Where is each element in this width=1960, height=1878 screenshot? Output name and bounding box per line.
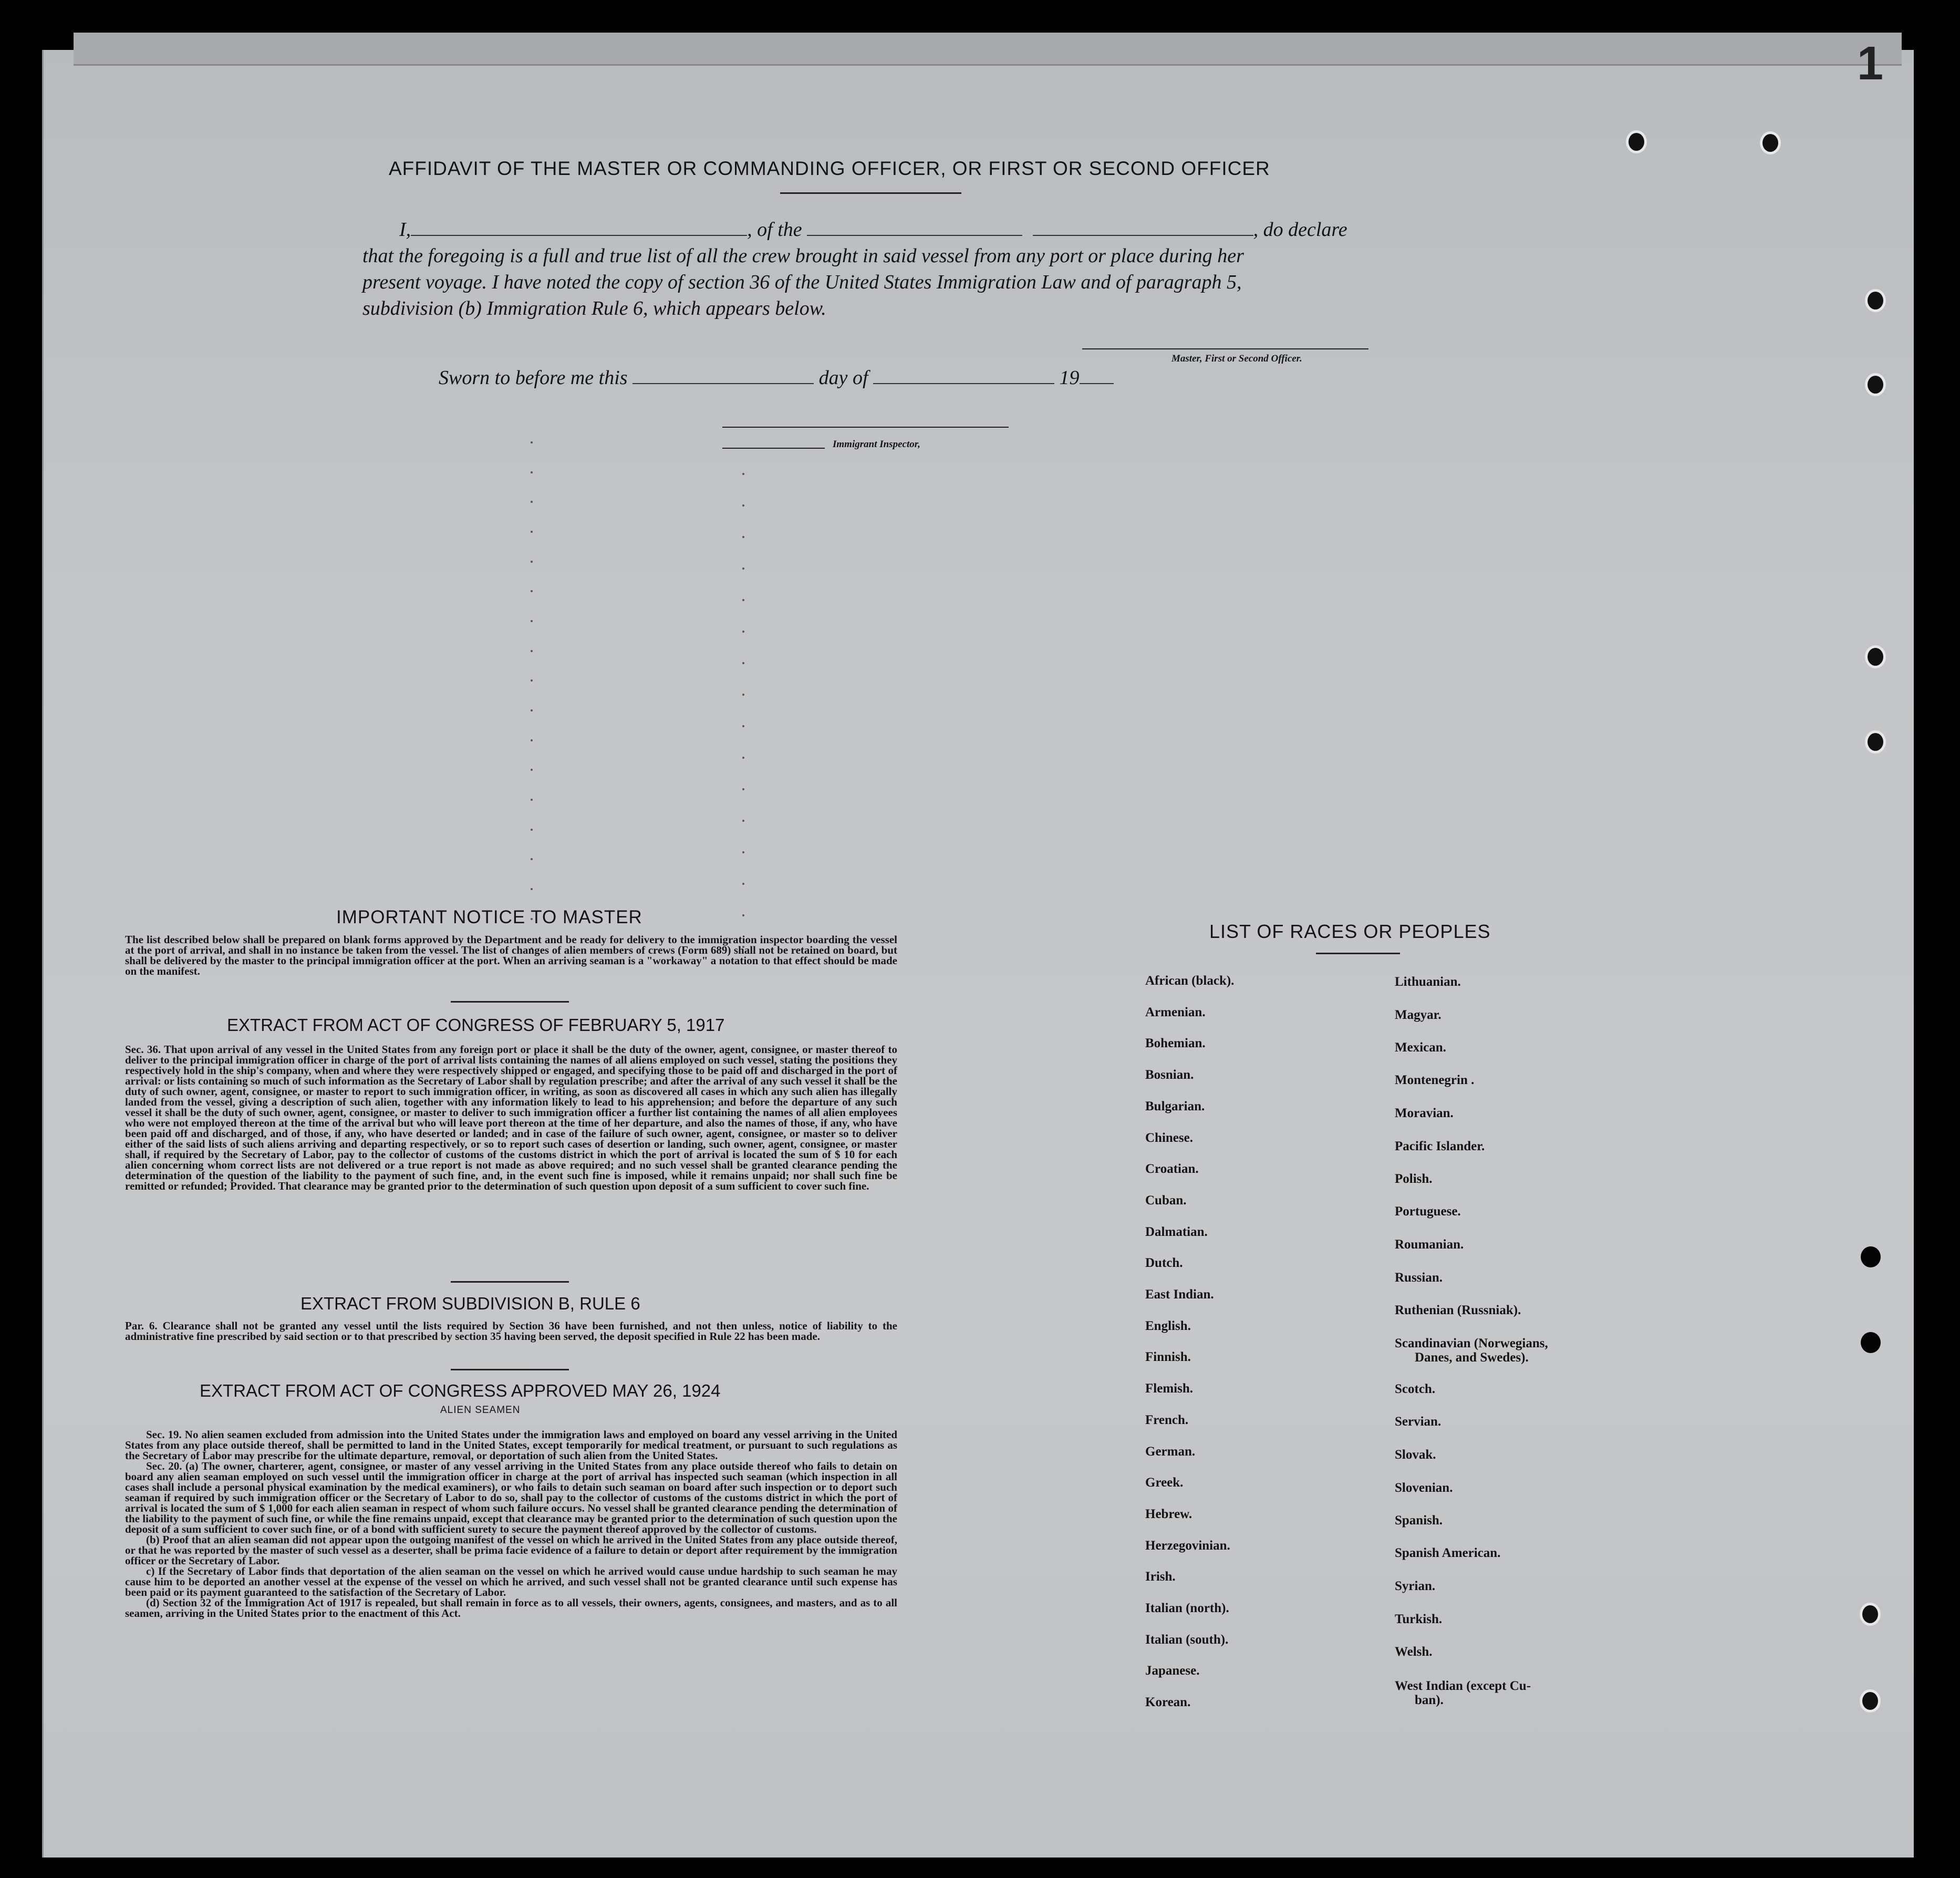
inspector-lead-line — [722, 448, 825, 449]
ledger-dot — [531, 858, 533, 860]
notice-title: IMPORTANT NOTICE TO MASTER — [336, 907, 642, 927]
race-item: Portuguese. — [1395, 1204, 1461, 1219]
extract-1917-body: Sec. 36. That upon arrival of any vessel in the United States from any foreign port or place it shall be the duty of the owner, agent, consignee, or master thereof to deliver to the principal immigration officer in charge of the port of arrival lists containing the names of all aliens employed on such vessel, stating the positions they respectively hold in the ship's company, when and where they were respectively shipped or engaged, and specifying those to be paid off and discharged in the port of arrival: or lists containing so much of such information as the Secretary of Labor shall by regulation prescribe; and after the arrival of any such vessel it shall be the duty of such owner, agent, consignee, or master to report to such immigration officer, in writing, as soon as discovered all cases in which any such alien has illegally landed from the vessel, giving a description of such alien, together with any information likely to lead to his apprehension; and before the departure of any such vessel it shall be the duty of such owner, agent, consignee, or master to deliver to such immigration officer a further list containing the names of all alien employees who were not employed thereon at the time of the arrival but who will leave port thereon at the time of her departure, and also the names of those, if any, who have been paid off and discharged, and of those, if any, who have deserted or landed; and in case of the failure of such owner, agent, consignee, or master so to deliver either of the said lists of such aliens arriving and departing respectively, or so to report such cases of desertion or landing, such owner, agent, consignee, or master shall, if required by the Secretary of Labor, pay to the collector of customs of the customs district in which the port of arrival is located the sum of $ 10 for each alien concerning whom correct lists are not delivered or a true report is not made as above required; and no such vessel shall be granted clearance pending the determination of the question of the liability to the payment of such fine, and, in the event such fine is imposed, while it remains unpaid; nor shall such fine be remitted or refunded; Provided. That clearance may be granted prior to the determination of such question upon deposit of a sum sufficient to cover such fine. — [125, 1043, 897, 1192]
binder-hole — [1860, 1689, 1881, 1712]
rank-blank[interactable] — [807, 219, 1022, 236]
notice-body: The list described below shall be prepared on blank forms approved by the Department and be ready for delivery to the immigration inspector boarding the vessel at the port of arrival, and shall in no instance be taken from the vessel. The list of changes of alien members of crews (Form 689) shall not be retained on board, but shall be delivered by the master to the principal immigration officer at the port. When an arriving seaman is a "workaway" a notation to that effect should be made on the manifest. — [125, 933, 897, 977]
race-item: Korean. — [1145, 1695, 1191, 1710]
day-of-text: day of — [818, 367, 868, 389]
ledger-dot — [531, 739, 533, 741]
race-item: Servian. — [1395, 1415, 1442, 1429]
inspector-caption: Immigrant Inspector, — [833, 439, 920, 450]
extract-1924-subtitle: ALIEN SEAMEN — [440, 1405, 521, 1416]
binder-hole — [1760, 131, 1781, 154]
race-item: Japanese. — [1145, 1664, 1200, 1678]
sworn-line — [439, 366, 1114, 389]
race-item: Ruthenian (Russniak). — [1395, 1303, 1521, 1317]
ledger-dot — [531, 590, 533, 592]
day-blank[interactable] — [632, 367, 814, 384]
race-item: Slovak. — [1395, 1448, 1436, 1462]
ledger-dot — [531, 441, 533, 443]
binder-hole — [1860, 1603, 1881, 1626]
race-item: Turkish. — [1395, 1612, 1443, 1626]
race-item: Roumanian. — [1395, 1237, 1464, 1252]
ledger-dot — [742, 631, 744, 633]
binder-hole — [1865, 645, 1886, 668]
sheet-number: 1 — [1857, 37, 1884, 90]
binder-hole — [1861, 1246, 1881, 1267]
ledger-dot — [742, 820, 744, 822]
ledger-dot — [742, 725, 744, 727]
race-item: Cuban. — [1145, 1193, 1187, 1208]
declaration-line-4: subdivision (b) Immigration Rule 6, which appears below. — [362, 297, 826, 319]
race-item: Italian (north). — [1145, 1601, 1229, 1615]
title-divider — [780, 192, 961, 194]
extract-rule6-title: EXTRACT FROM SUBDIVISION B, RULE 6 — [300, 1294, 640, 1313]
dot-column-2 — [742, 473, 746, 977]
ledger-dot — [531, 799, 533, 801]
ledger-dot — [531, 650, 533, 652]
month-blank[interactable] — [873, 367, 1054, 384]
ledger-dot — [531, 829, 533, 831]
binder-hole — [1865, 373, 1886, 396]
race-item: French. — [1145, 1412, 1189, 1427]
sec-20a-paragraph: Sec. 20. (a) The owner, charterer, agent, consignee, or master of any vessel arriving in the United States from any place outside thereof who fails to detain on board any alien seaman employed on such vessel until the immigration officer in charge at the port of arrival has inspected such seaman (which inspection in all cases shall include a personal physical examination by the medical examiners), or who fails to detain such seaman on board after such inspection or to deport such seaman if required by such immigration officer or the Secretary of Labor to do so, shall pay to the collector of customs of the customs district in which the port of arrival is located the sum of $ 1,000 for each alien seaman in respect of whom such failure occurs. No vessel shall be granted clearance pending the determination of the liability to the payment of such fine, or while the fine remains unpaid, except that clearance may be granted prior to the determination of such question upon the deposit of a sum sufficient to cover such fine, or of a bond with sufficient surety to secure the payment thereof approved by the collector of customs. — [125, 1460, 897, 1535]
ledger-dot — [742, 914, 744, 916]
ledger-dot — [531, 679, 533, 682]
ledger-dot — [742, 788, 744, 790]
ledger-dot — [742, 694, 744, 696]
ledger-dot — [742, 883, 744, 885]
race-item: African (black). — [1145, 974, 1235, 988]
race-item: Herzegovinian. — [1145, 1538, 1230, 1553]
affidavit-title: AFFIDAVIT OF THE MASTER OR COMMANDING OFFICER, OR FIRST OR SECOND OFFICER — [389, 158, 1270, 179]
ledger-dot — [531, 620, 533, 622]
underlying-page-edge — [74, 33, 1902, 66]
affidavit-declaration — [362, 216, 1371, 322]
race-item: Dutch. — [1145, 1256, 1183, 1271]
ledger-dot — [742, 567, 744, 570]
races-title: LIST OF RACES OR PEOPLES — [1209, 921, 1491, 942]
extract-rule6-body: Par. 6. Clearance shall not be granted any vessel until the lists required by Section 36 have been furnished, and not then unless, notice of liability to the administrative fine prescribed by said section or to that prescribed by section 35 having been served, the deposit specified in Rule 22 has been made. — [125, 1319, 897, 1343]
race-item: Lithuanian. — [1395, 975, 1461, 989]
dot-column-1 — [531, 441, 535, 977]
ledger-dot — [531, 561, 533, 563]
ledger-dot — [742, 851, 744, 853]
ledger-dot — [742, 599, 744, 601]
ledger-dot — [742, 473, 744, 475]
race-item: Irish. — [1145, 1570, 1176, 1584]
year-prefix: 19 — [1059, 367, 1080, 389]
declaration-line-2: that the foregoing is a full and true list of all the crew brought in said vessel from any port or place during her — [362, 245, 1244, 267]
name-blank[interactable] — [411, 219, 747, 236]
sec-20d-paragraph: (d) Section 32 of the Immigration Act of 1917 is repealed, but shall remain in force as to all vessels, their owners, agents, consignees, and masters, and as to all seamen, arriving in the United States prior to the enactment of this Act. — [125, 1596, 897, 1619]
sec-20c-paragraph: c) If the Secretary of Labor finds that deportation of the alien seaman on the vessel on which he arrived would cause undue hardship to such seaman he may cause him to be deported an another vessel at the expense of the vessel on which he arrived, and such vessel shall not be granted clearance until such expense has been paid or its payment guaranteed to the satisfaction of the Secretary of Labor. — [125, 1565, 897, 1598]
ledger-dot — [742, 662, 744, 664]
binder-hole — [1861, 1332, 1881, 1353]
race-item: Mexican. — [1395, 1040, 1446, 1055]
extract-1924-title: EXTRACT FROM ACT OF CONGRESS APPROVED MAY 26, 1924 — [200, 1381, 721, 1400]
race-item: Slovenian. — [1395, 1481, 1453, 1495]
race-item: Hebrew. — [1145, 1506, 1192, 1521]
extract-1917-divider — [451, 1281, 569, 1283]
race-item: Welsh. — [1395, 1645, 1433, 1659]
races-divider — [1316, 953, 1400, 954]
race-item: Moravian. — [1395, 1106, 1454, 1120]
sec-20b-paragraph: (b) Proof that an alien seaman did not appear upon the outgoing manifest of the vessel on which he arrived in the United States from any place outside thereof, or that he was reported by the master of such vessel as a deserter, shall be prima facie evidence of a failure to detain or deport after requirement by the immigration officer or the Secretary of Labor. — [125, 1533, 897, 1567]
binder-hole — [1626, 130, 1647, 153]
notice-divider — [451, 1001, 569, 1003]
race-item: Bohemian. — [1145, 1036, 1206, 1051]
declaration-line-1 — [362, 216, 1371, 243]
ledger-dot — [742, 504, 744, 507]
ledger-dot — [742, 757, 744, 759]
ledger-dot — [531, 471, 533, 473]
race-item: Finnish. — [1145, 1350, 1191, 1365]
race-item: Bulgarian. — [1145, 1099, 1205, 1113]
race-item: Greek. — [1145, 1475, 1184, 1490]
declaration-of-the: , of the — [747, 219, 802, 241]
ledger-dot — [531, 709, 533, 711]
race-item: Spanish. — [1395, 1513, 1443, 1528]
race-item: Italian (south). — [1145, 1632, 1229, 1647]
declaration-line-3: present voyage. I have noted the copy of section 36 of the United States Immigration Law and of paragraph 5, — [362, 271, 1242, 293]
race-item: East Indian. — [1145, 1287, 1214, 1302]
race-item: Armenian. — [1145, 1005, 1206, 1019]
race-item: English. — [1145, 1318, 1191, 1333]
race-item: Chinese. — [1145, 1130, 1193, 1145]
ledger-dot — [531, 501, 533, 503]
sec-19-paragraph: Sec. 19. No alien seamen excluded from admission into the United States under the immigration laws and employed on board any vessel arriving in the United States from any place outside thereof, shall be permitted to land in the United States, except temporarily for medical treatment, or pursuant to such regulations as the Secretary of Labor may prescribe for the ultimate departure, removal, or deportation of such alien from the United States. — [125, 1428, 897, 1462]
ledger-dot — [531, 531, 533, 533]
race-item: Pacific Islander. — [1395, 1139, 1485, 1153]
race-item: Dalmatian. — [1145, 1224, 1208, 1239]
signature-caption: Master, First or Second Officer. — [1171, 353, 1302, 364]
binder-hole — [1865, 730, 1886, 754]
vessel-blank[interactable] — [1033, 219, 1253, 236]
extract-rule6-divider — [451, 1369, 569, 1370]
inspector-signature-line[interactable] — [722, 427, 1009, 428]
race-item: Scotch. — [1395, 1382, 1436, 1396]
race-item: Montenegrin . — [1395, 1073, 1475, 1087]
sworn-text: Sworn to before me this — [439, 367, 628, 389]
signature-line[interactable] — [1082, 348, 1368, 349]
race-item: ban). — [1415, 1693, 1444, 1707]
race-item: Russian. — [1395, 1271, 1443, 1285]
race-item: Syrian. — [1395, 1579, 1436, 1593]
race-item: Danes, and Swedes). — [1415, 1350, 1529, 1365]
race-item: German. — [1145, 1444, 1196, 1459]
binder-hole — [1865, 289, 1886, 312]
extract-1924-body — [125, 1429, 897, 1618]
race-item: Magyar. — [1395, 1008, 1442, 1022]
declaration-i: I, — [399, 219, 411, 241]
year-blank[interactable] — [1080, 367, 1114, 384]
extract-1917-title: EXTRACT FROM ACT OF CONGRESS OF FEBRUARY 5, 1917 — [227, 1015, 725, 1035]
ledger-dot — [531, 769, 533, 771]
race-item: Bosnian. — [1145, 1068, 1194, 1082]
declaration-do-declare: , do declare — [1253, 219, 1347, 241]
race-item: Spanish American. — [1395, 1546, 1501, 1560]
ledger-dot — [531, 888, 533, 890]
race-item: Croatian. — [1145, 1162, 1199, 1177]
race-item: Polish. — [1395, 1172, 1433, 1186]
race-item: Flemish. — [1145, 1381, 1193, 1396]
race-item: Scandinavian (Norwegians, — [1395, 1336, 1548, 1350]
race-item: West Indian (except Cu- — [1395, 1679, 1531, 1693]
ledger-dot — [742, 536, 744, 538]
